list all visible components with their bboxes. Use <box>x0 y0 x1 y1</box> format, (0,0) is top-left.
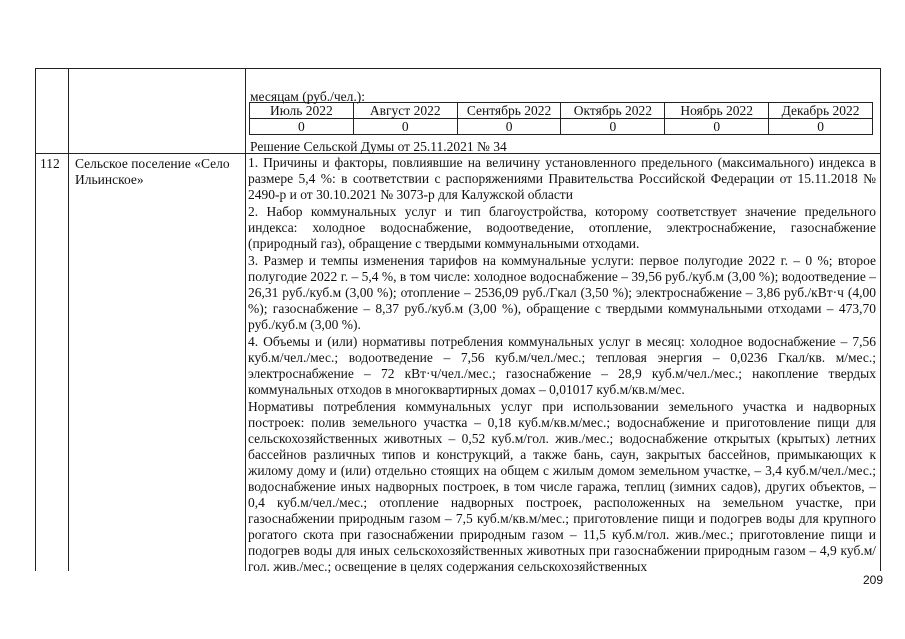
document-table <box>35 68 881 574</box>
month-header: Ноябрь 2022 <box>665 103 769 119</box>
month-header: Сентябрь 2022 <box>457 103 561 119</box>
month-header: Октябрь 2022 <box>561 103 665 119</box>
settlement-name: Сельское поселение «Село Ильинское» <box>75 156 230 187</box>
paragraph-norms: Нормативы потребления коммунальных услуг при использовании земельного участка и надворных построек: полив земельного участка – 0,18 куб.м/кв.м/мес.; водоснабжение и приготовление пищи для сельскохозяйственных животных – 0,52 куб.м/гол. жив./мес.; водоснабжение открытых (крытых) летних бассейнов различных типов и конструкций, а также бань, саун, закрытых бассейнов, примыкающих к жилому дому и (или) отдельно стоящих на общем с жилым домом земельном участке, – 3,4 куб.м/чел./мес.; водоснабжение иных надворных построек, в том числе гаража, теплиц (зимних садов), других объектов, – 0,4 куб.м/чел./мес.; отопление надворных построек, расположенных на земельном участке, при газоснабжении природным газом – 7,5 куб.м/кв.м/мес.; приготовление пищи и подогрев воды для крупного рогатого скота при газоснабжении природным газом – 11,5 куб.м/гол. жив./мес.; приготовление пищи и подогрев воды для иных сельскохозяйственных животных при газоснабжении природным газом – 4,9 куб.м/гол. жив./мес.; освещение в целях содержания сельскохозяйственных <box>248 399 876 574</box>
month-value: 0 <box>250 119 354 135</box>
row-number: 112 <box>40 156 60 171</box>
column-divider-number <box>68 69 69 571</box>
month-header: Август 2022 <box>353 103 457 119</box>
paragraph-services: 2. Набор коммунальных услуг и тип благоустройства, которому соответствует значение предельного индекса: холодное водоснабжение, водоотведение, отопление, электроснабжение, газоснабжение (природный газ), обращение с твердыми коммунальными отходами. <box>248 204 876 251</box>
paragraph-tariffs: 3. Размер и темпы изменения тарифов на коммунальные услуги: первое полугодие 2022 г. – 0 %; второе полугодие 2022 г. – 5,4 %, в том числе: холодное водоснабжение – 39,56 руб./куб.м (3,00 %); водоотведение – 26,31 руб./куб.м (3,00 %); отопление – 2536,09 руб./Гкал (3,50 %); электроснабжение – 3,86 руб./кВт·ч (4,00 %); газоснабжение – 8,37 руб./куб.м (3,00 %), обращение с твердыми коммунальными отходами – 473,70 руб./куб.м (3,00 %). <box>248 253 876 332</box>
decision-reference: Решение Сельской Думы от 25.11.2021 № 34 <box>250 139 507 154</box>
paragraph-volumes: 4. Объемы и (или) нормативы потребления коммунальных услуг в месяц: холодное водоснабжение – 7,56 куб.м/чел./мес.; водоотведение – 7,56 куб.м/чел./мес.; тепловая энергия – 0,0236 Гкал/кв. м/мес.; электроснабжение – 72 кВт·ч/чел./мес.; газоснабжение – 28,9 куб.м/чел./мес.; накопление твердых коммунальных отходов в многоквартирных домах – 0,01017 куб.м/кв.м/мес. <box>248 334 876 397</box>
month-header-row <box>250 103 873 119</box>
page-number: 209 <box>862 573 883 587</box>
month-value: 0 <box>457 119 561 135</box>
row-description <box>248 155 876 576</box>
column-divider-settlement <box>245 69 246 571</box>
paragraph-causes: 1. Причины и факторы, повлиявшие на величину установленного предельного (максимального) индекса в размере 5,4 %: в соответствии с распоряжениями Правительства Российской Федерации от 15.11.2018 № 2490-р и от 30.10.2021 № 3073-р для Калужской области <box>248 155 876 202</box>
month-header: Июль 2022 <box>250 103 354 119</box>
monthly-payment-table <box>249 102 873 135</box>
month-value-row <box>250 119 873 135</box>
month-value: 0 <box>353 119 457 135</box>
months-caption: месяцам (руб./чел.): <box>250 89 365 104</box>
month-value: 0 <box>561 119 665 135</box>
month-value: 0 <box>665 119 769 135</box>
month-value: 0 <box>769 119 873 135</box>
month-header: Декабрь 2022 <box>769 103 873 119</box>
